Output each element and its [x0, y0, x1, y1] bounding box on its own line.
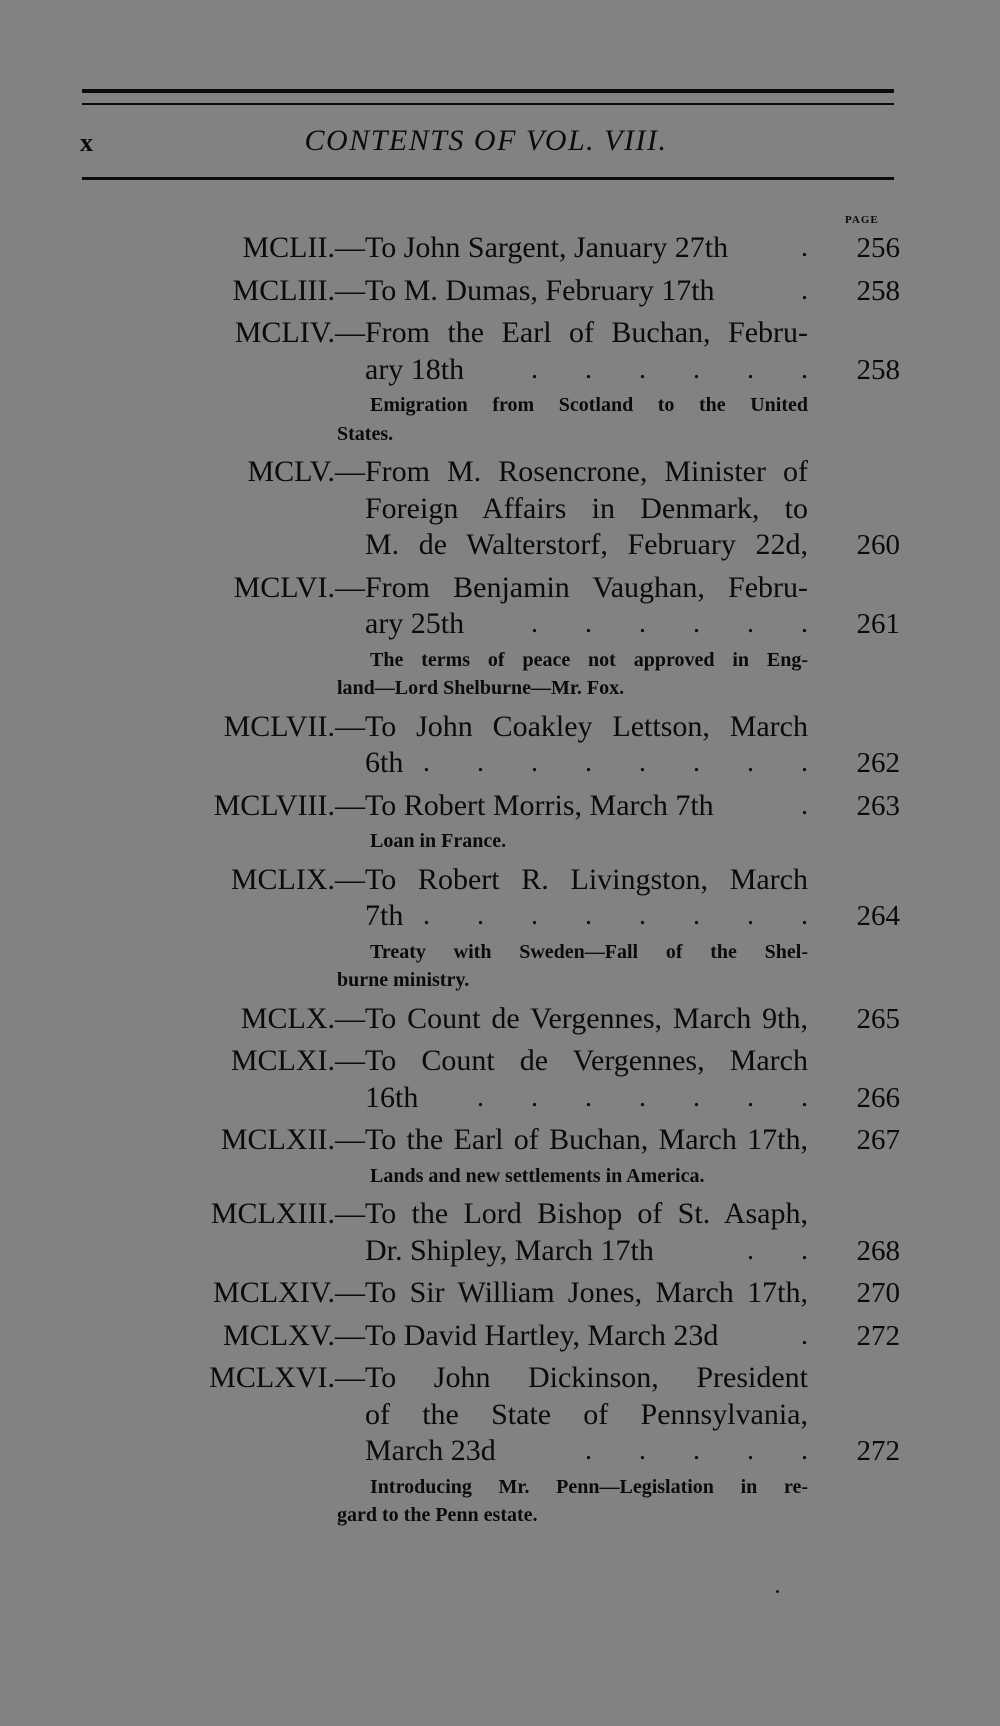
letter-numeral: MCLX. — [240, 1001, 335, 1035]
letter-numeral: MCLXV. — [223, 1318, 335, 1352]
page-number: 263 — [856, 789, 900, 822]
page-column-label: PAGE — [845, 214, 879, 226]
paper-speck — [776, 1590, 779, 1593]
entry-title-line: —To M. Dumas, February 17th — [335, 273, 715, 307]
entry-title-line: ary 25th — [365, 607, 465, 640]
entry-summary-line: gard to the Penn estate. — [337, 1504, 538, 1526]
entry-summary-line: Treaty with Sweden—Fall of the Shel- — [370, 940, 808, 963]
entry-title-line: March 23d — [365, 1434, 496, 1467]
letter-numeral: MCLXIV. — [213, 1276, 335, 1309]
page-number: 262 — [856, 747, 900, 779]
entry-title-line: —To John Coakley Lettson, March — [335, 709, 808, 743]
letter-numeral: MCLIX. — [230, 862, 335, 896]
page-number: 272 — [856, 1435, 900, 1467]
leader-dots: . . . . . . . . — [423, 900, 828, 931]
leader-dots: . . . . . . . — [477, 1081, 828, 1113]
entry-title-line: —To the Lord Bishop of St. Asaph, — [335, 1197, 808, 1230]
leader-dots: . . — [747, 1234, 828, 1266]
entry-title-line: —To the Earl of Buchan, March 17th, — [335, 1123, 808, 1156]
letter-numeral: MCLXII. — [220, 1123, 335, 1156]
leader-dots: . . . . . . — [531, 353, 828, 385]
page-number: 258 — [856, 274, 900, 307]
page-number: 265 — [856, 1002, 900, 1035]
entry-title-line: Foreign Affairs in Denmark, to — [365, 491, 808, 525]
entry-summary-line: States. — [337, 422, 394, 445]
page-number-roman: x — [80, 128, 93, 157]
entry-title-line: 6th — [365, 746, 404, 779]
leader-dots: . — [801, 274, 828, 306]
entry-title-line: —To Count de Vergennes, March 9th, — [335, 1001, 808, 1035]
entry-title-line: —To Count de Vergennes, March — [335, 1044, 808, 1077]
page-number: 270 — [856, 1277, 900, 1309]
leader-dots: . . . . . — [585, 1435, 828, 1466]
page-number: 260 — [856, 529, 900, 561]
entry-title-line: of the State of Pennsylvania, — [365, 1397, 808, 1431]
entry-title-line: 7th — [365, 899, 404, 932]
entry-title-line: Dr. Shipley, March 17th — [365, 1233, 654, 1267]
letter-numeral: MCLVII. — [223, 709, 335, 743]
leader-dots: . — [801, 1319, 828, 1351]
page-number: 266 — [856, 1081, 900, 1114]
letter-numeral: MCLV. — [247, 455, 335, 488]
page-number: 268 — [856, 1234, 900, 1267]
letter-numeral: MCLII. — [242, 231, 335, 264]
page-number: 256 — [856, 232, 900, 264]
entry-title-line: —From the Earl of Buchan, Febru- — [335, 316, 808, 349]
entry-summary-line: Introducing Mr. Penn—Legislation in re- — [370, 1475, 808, 1498]
entry-title-line: —To Robert Morris, March 7th — [335, 788, 714, 822]
leader-dots: . — [801, 789, 828, 821]
entry-title-line: —To John Dickinson, President — [335, 1361, 808, 1394]
entry-title-line: 16th — [365, 1080, 419, 1114]
letter-numeral: MCLVIII. — [213, 788, 335, 822]
letter-numeral: MCLXIII. — [210, 1197, 335, 1230]
page-number: 258 — [856, 353, 900, 386]
page-title: CONTENTS OF VOL. VIII. — [304, 124, 668, 157]
page-number: 267 — [856, 1124, 900, 1156]
entry-summary-line: Loan in France. — [370, 830, 507, 852]
entry-title-line: —From M. Rosencrone, Minister of — [335, 455, 808, 488]
entry-title-line: —To Sir William Jones, March 17th, — [335, 1276, 808, 1309]
entry-title-line: —To John Sargent, January 27th — [335, 231, 729, 264]
entry-summary-line: land—Lord Shelburne—Mr. Fox. — [337, 677, 625, 699]
letter-numeral: MCLVI. — [233, 570, 335, 604]
entry-title-line: M. de Walterstorf, February 22d, — [365, 528, 808, 561]
leader-dots: . — [801, 232, 828, 263]
letter-numeral: MCLIII. — [232, 273, 335, 307]
leader-dots: . . . . . . — [531, 608, 828, 639]
leader-dots: . . . . . . . . — [423, 747, 828, 778]
entry-summary-line: Emigration from Scotland to the United — [370, 394, 808, 416]
letter-numeral: MCLIV. — [234, 316, 335, 349]
page-number: 272 — [856, 1319, 900, 1352]
page-number: 264 — [856, 900, 900, 932]
entry-title-line: —To Robert R. Livingston, March — [335, 862, 808, 896]
entry-summary-line: Lands and new settlements in America. — [370, 1164, 705, 1187]
entry-title-line: —To David Hartley, March 23d — [335, 1318, 719, 1352]
entry-title-line: ary 18th — [365, 352, 465, 386]
entry-summary-line: burne ministry. — [337, 969, 470, 991]
letter-numeral: MCLXI. — [230, 1044, 335, 1077]
entry-title-line: —From Benjamin Vaughan, Febru- — [335, 570, 808, 604]
letter-numeral: MCLXVI. — [209, 1361, 335, 1394]
entry-summary-line: The terms of peace not approved in Eng- — [370, 648, 808, 671]
page-number: 261 — [856, 608, 900, 640]
